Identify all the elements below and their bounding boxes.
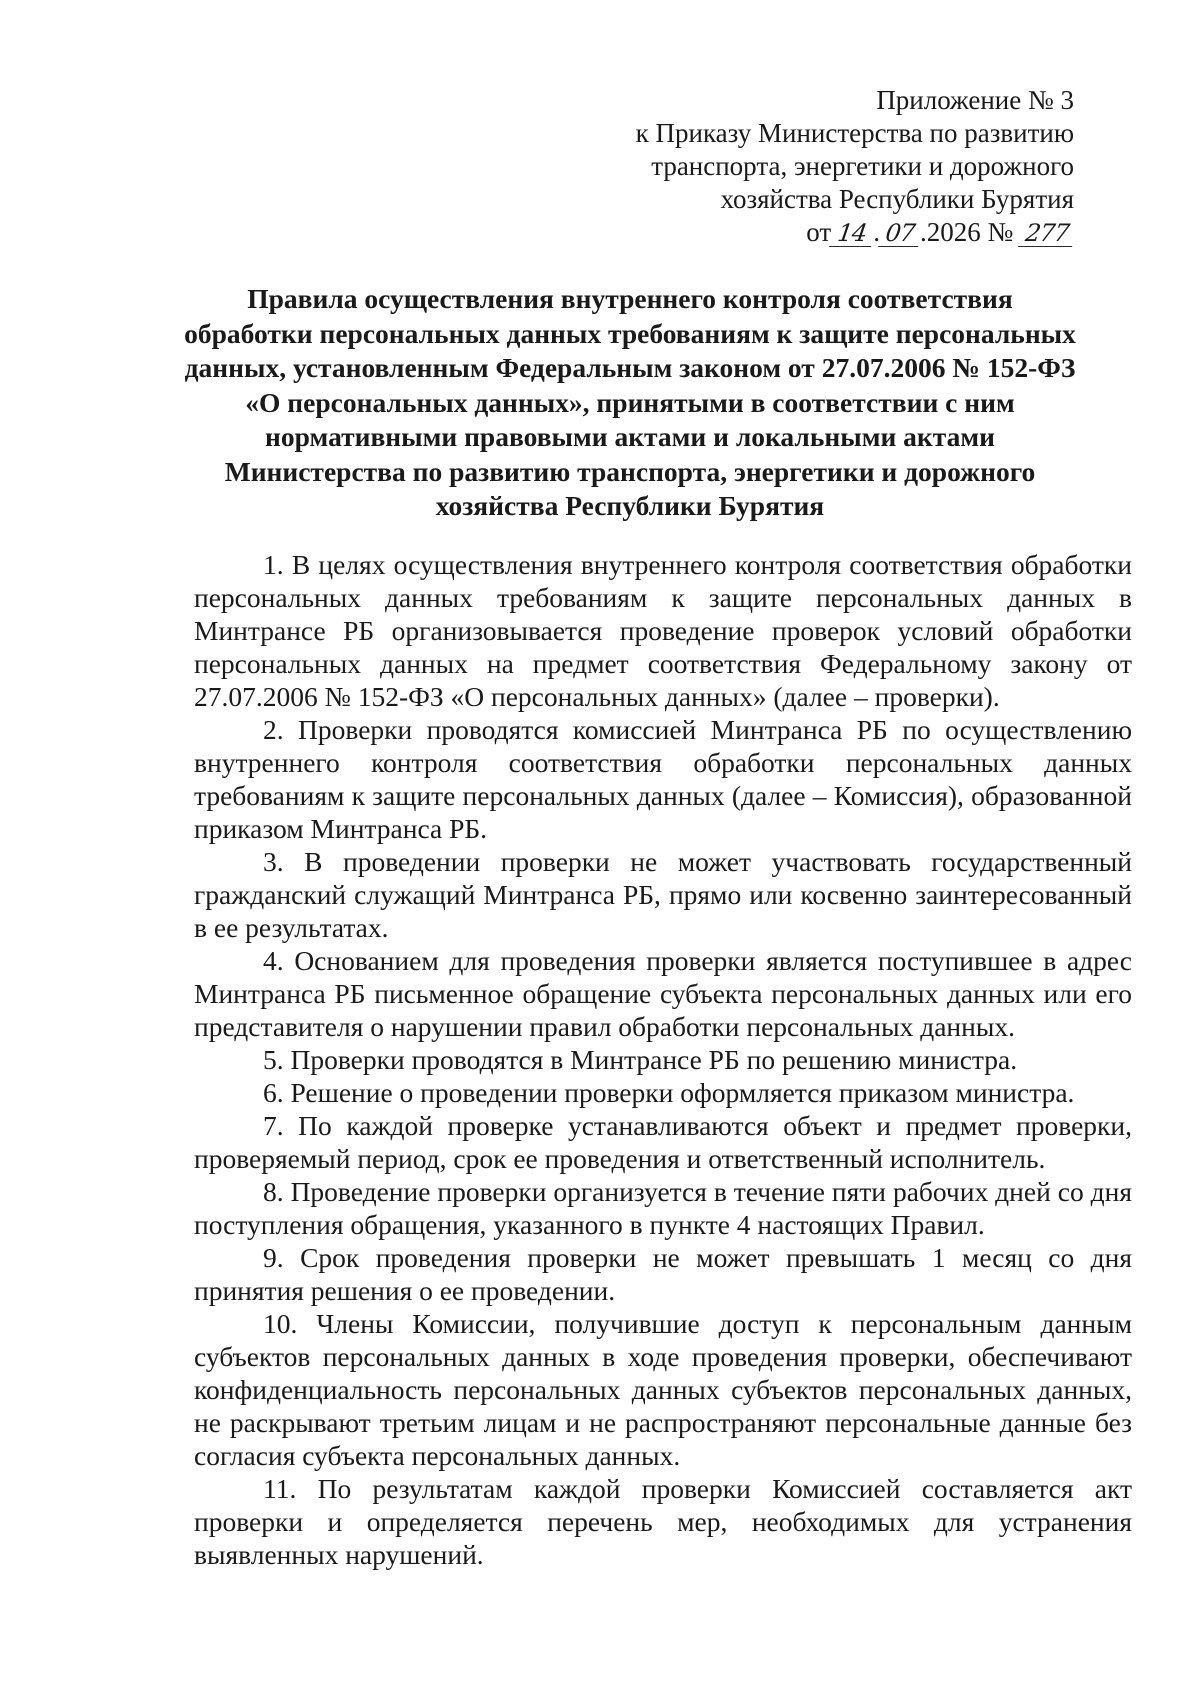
date-prefix: от <box>806 217 832 247</box>
paragraph-7: 7. По каждой проверке устанавливаются объект и предмет проверки, проверяемый период, срок ее проведения и ответственный исполнитель. <box>194 1110 1132 1174</box>
appendix-order-line-3: хозяйства Республики Бурятия <box>720 184 1074 214</box>
appendix-number: Приложение № 3 <box>876 85 1074 115</box>
order-date-line <box>554 216 1074 249</box>
title-line: данных, установленным Федеральным законом от 27.07.2006 № 152-ФЗ <box>184 352 1076 383</box>
appendix-header <box>554 84 1074 249</box>
appendix-order-line-1: к Приказу Министерства по развитию <box>635 118 1074 148</box>
appendix-order-line-2: транспорта, энергетики и дорожного <box>651 151 1074 181</box>
paragraph-11: 11. По результатам каждой проверки Комиссией составляется акт проверки и определяется перечень мер, необходимых для устранения выявленных нарушений. <box>194 1473 1132 1570</box>
title-line: обработки персональных данных требованиям к защите персональных <box>184 317 1076 349</box>
paragraph-3: 3. В проведении проверки не может участвовать государственный гражданский служащий Минтранса РБ, прямо или косвенно заинтересованный в ее результатах. <box>194 846 1132 943</box>
document-title <box>150 282 1110 524</box>
paragraph-6: 6. Решение о проведении проверки оформляется приказом министра. <box>263 1077 1075 1108</box>
paragraph-2: 2. Проверки проводятся комиссией Минтранса РБ по осуществлению внутреннего контроля соответствия обработки персональных данных требованиям к защите персональных данных (далее – Комиссия), образованной приказом Минтранса РБ. <box>194 714 1132 844</box>
date-year: .2026 № <box>919 217 1020 247</box>
paragraph-10: 10. Члены Комиссии, получившие доступ к персональным данным субъектов персональных данных в ходе проведения проверки, обеспечивают конфиденциальность персональных данных субъектов персональных данных, не раскрывают третьим лицам и не распространяют персональные данные без согласия субъекта персональных данных. <box>194 1308 1132 1471</box>
title-line: нормативными правовыми актами и локальными актами <box>265 421 995 452</box>
paragraph-4: 4. Основанием для проведения проверки является поступившее в адрес Минтранса РБ письменное обращение субъекта персональных данных или его представителя о нарушении правил обработки персональных данных. <box>194 945 1132 1042</box>
document-body <box>194 548 1132 1571</box>
handwritten-month: 07 <box>878 220 922 247</box>
handwritten-day: 14 <box>829 220 875 247</box>
paragraph-9: 9. Срок проведения проверки не может превышать 1 месяц со дня принятия решения о ее проведении. <box>194 1242 1132 1306</box>
paragraph-5: 5. Проверки проводятся в Минтрансе РБ по решению министра. <box>263 1044 1018 1075</box>
date-separator: . <box>873 217 880 247</box>
paragraph-1: 1. В целях осуществления внутреннего контроля соответствия обработки персональных данных требованиям к защите персональных данных в Минтрансе РБ организовывается проведение проверок условий обработки персональных данных на предмет соответствия Федеральному закону от 27.07.2006 № 152-ФЗ «О персональных данных» (далее – проверки). <box>194 549 1132 712</box>
title-line: Правила осуществления внутреннего контроля соответствия <box>247 283 1013 314</box>
title-line: «О персональных данных», принятыми в соответствии с ним <box>245 386 1015 418</box>
title-line: хозяйства Республики Бурятия <box>435 490 825 521</box>
paragraph-8: 8. Проведение проверки организуется в течение пяти рабочих дней со дня поступления обращения, указанного в пункте 4 настоящих Правил. <box>194 1176 1132 1240</box>
handwritten-order-number: 277 <box>1018 220 1076 247</box>
title-line: Министерства по развитию транспорта, энергетики и дорожного <box>224 455 1036 487</box>
